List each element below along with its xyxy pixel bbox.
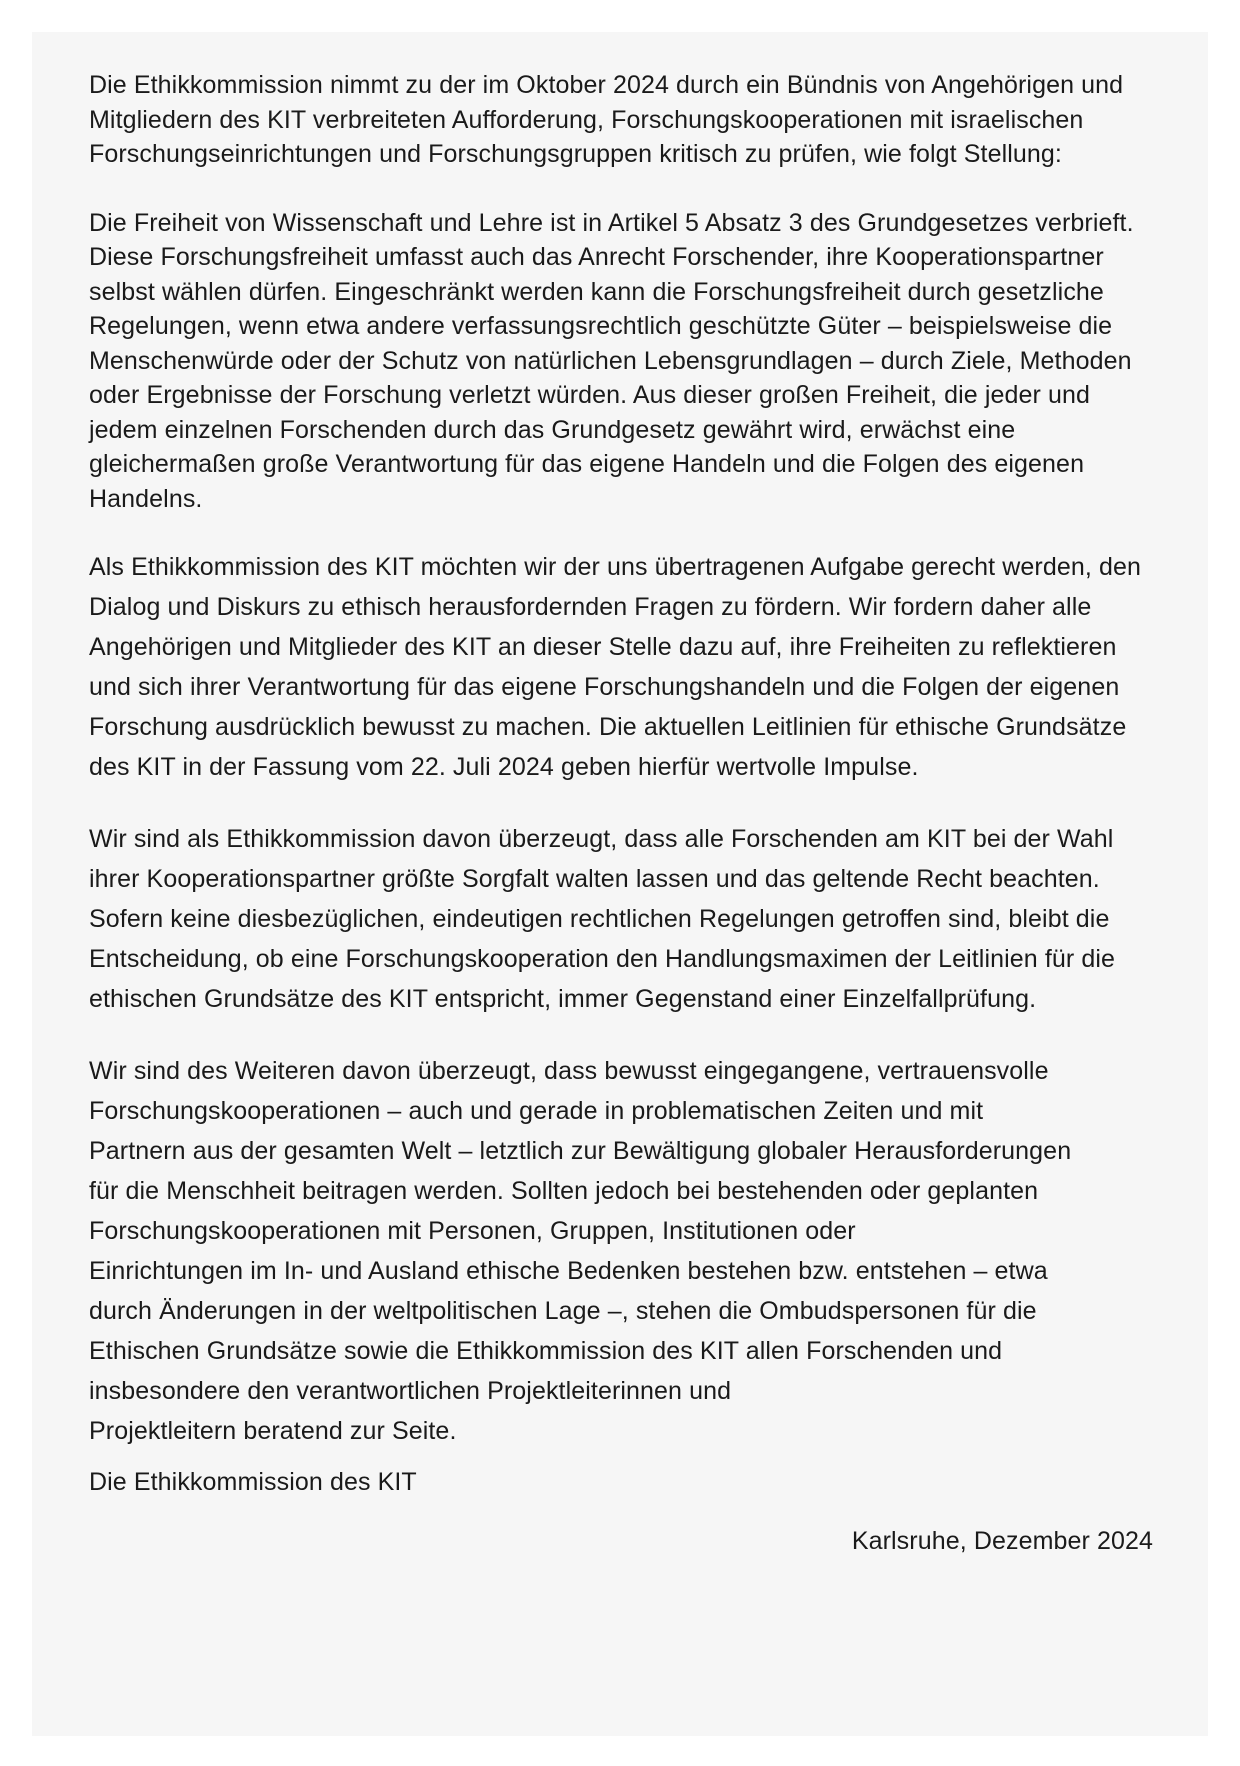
cooperation-line: Projektleitern beratend zur Seite. [89, 1417, 457, 1445]
document-page [32, 32, 1208, 1736]
cooperation-paragraph [89, 1051, 1153, 1451]
document-body [89, 68, 1153, 1561]
cooperation-line: Wir sind des Weiteren davon überzeugt, dass bewusst eingegangene, vertrauensvolle [89, 1057, 1049, 1085]
cooperation-line: insbesondere den verantwortlichen Projektleiterinnen und [89, 1377, 732, 1405]
cooperation-line: Forschungskooperationen mit Personen, Gruppen, Institutionen oder [89, 1217, 856, 1245]
cooperation-line: Forschungskooperationen – auch und gerade in problematischen Zeiten und mit [89, 1097, 984, 1125]
conviction-paragraph: Wir sind als Ethikkommission davon überzeugt, dass alle Forschenden am KIT bei der Wahl ihrer Kooperationspartner größte Sorgfalt walten lassen und das geltende Recht beachten. Sofern keine diesbezüglichen, eindeutigen rechtlichen Regelungen getroffen sind, bleibt die Entscheidung, ob eine Forschungskooperation den Handlungsmaximen der Leitlinien für die ethischen Grundsätze des KIT entspricht, immer Gegenstand einer Einzelfallprüfung. [89, 825, 1116, 1013]
cooperation-line: für die Menschheit beitragen werden. Sollten jedoch bei bestehenden oder geplanten [89, 1177, 1039, 1205]
cooperation-line: Ethischen Grundsätze sowie die Ethikkommission des KIT allen Forschenden und [89, 1337, 1003, 1365]
cooperation-line: durch Änderungen in der weltpolitischen Lage –, stehen die Ombudspersonen für die [89, 1297, 1037, 1325]
research-freedom-paragraph: Die Freiheit von Wissenschaft und Lehre ist in Artikel 5 Absatz 3 des Grundgesetzes verbrieft. Diese Forschungsfreiheit umfasst auch das Anrecht Forschender, ihre Kooperationspartner selbst wählen dürfen. Eingeschränkt werden kann die Forschungsfreiheit durch gesetzliche Regelungen, wenn etwa andere verfassungsrechtlich geschützte Güter – beispielsweise die Menschenwürde oder der Schutz von natürlichen Lebensgrundlagen – durch Ziele, Methoden oder Ergebnisse der Forschung verletzt würden. Aus dieser großen Freiheit, die jeder und jedem einzelnen Forschenden durch das Grundgesetz gewährt wird, erwächst eine gleichermaßen große Verantwortung für das eigene Handeln und die Folgen des eigenen Handelns. [89, 208, 1134, 513]
place-and-date: Karlsruhe, Dezember 2024 [851, 1527, 1153, 1555]
responsibility-paragraph: Als Ethikkommission des KIT möchten wir der uns übertragenen Aufgabe gerecht werden, den Dialog und Diskurs zu ethisch herausfordernden Fragen zu fördern. Wir fordern daher alle Angehörigen und Mitglieder des KIT an dieser Stelle dazu auf, ihre Freiheiten zu reflektieren und sich ihrer Verantwortung für das eigene Forschungshandeln und die Folgen der eigenen Forschung ausdrücklich bewusst zu machen. Die aktuellen Leitlinien für ethische Grundsätze des KIT in der Fassung vom 22. Juli 2024 geben hierfür wertvolle Impulse. [89, 553, 1141, 781]
intro-paragraph: Die Ethikkommission nimmt zu der im Oktober 2024 durch ein Bündnis von Angehörigen und Mitgliedern des KIT verbreiteten Aufforderung, Forschungskooperationen mit israelischen Forschungseinrichtungen und Forschungsgruppen kritisch zu prüfen, wie folgt Stellung: [89, 71, 1124, 168]
cooperation-line: Partnern aus der gesamten Welt – letztlich zur Bewältigung globaler Herausforderungen [89, 1137, 1072, 1165]
signature: Die Ethikkommission des KIT [89, 1468, 417, 1496]
cooperation-line: Einrichtungen im In- und Ausland ethische Bedenken bestehen bzw. entstehen – etwa [89, 1257, 1048, 1285]
